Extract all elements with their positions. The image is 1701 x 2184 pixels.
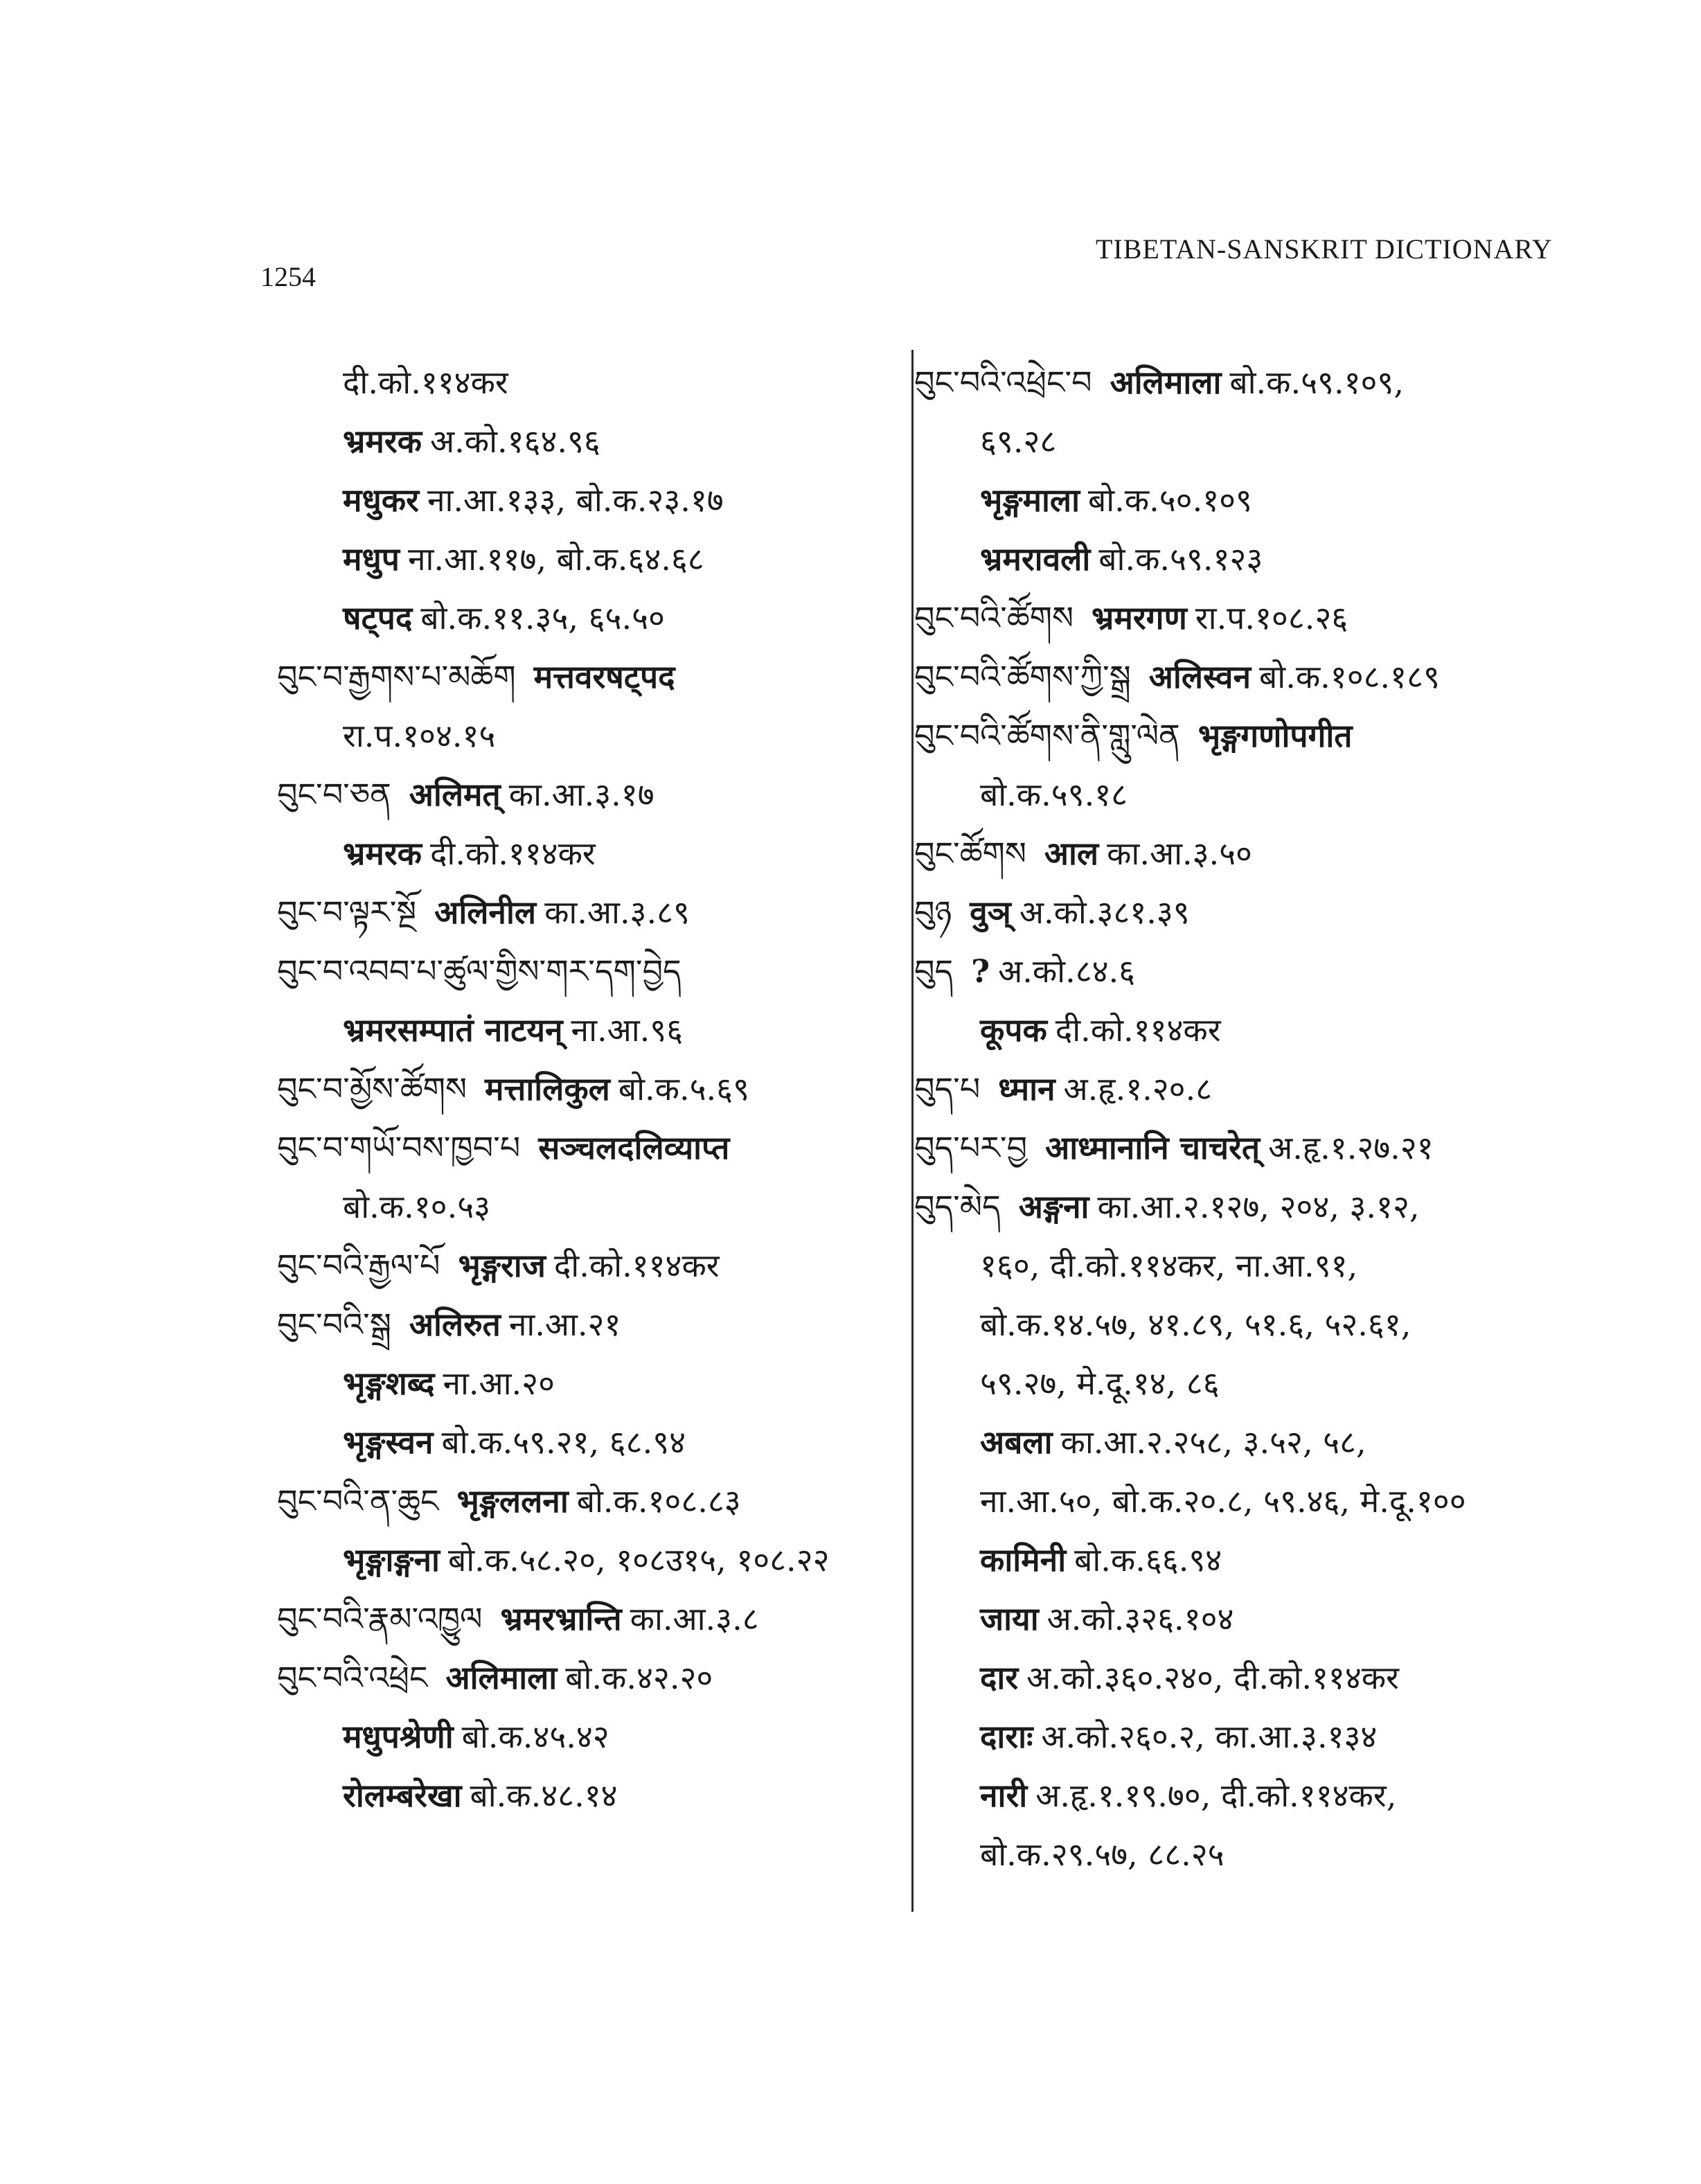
source-reference: अ.को.२६०.२, का.आ.३.१३४ — [1041, 1718, 1378, 1755]
source-reference: का.आ.३.५० — [1107, 835, 1252, 872]
source-reference: दी.को.११४कर — [1055, 1011, 1221, 1049]
sanskrit-equivalent: ? — [971, 952, 990, 990]
dictionary-line-sub — [914, 530, 1579, 589]
source-reference: अ.हृ.१.१९.७०, दी.को.११४कर, — [1035, 1777, 1397, 1814]
source-reference: अ.को.३२६.१०४ — [1047, 1600, 1234, 1637]
source-reference: बो.क.५८.२०, १०८उ१५, १०८.२२ — [447, 1541, 830, 1579]
dictionary-line-head — [914, 648, 1579, 707]
sanskrit-equivalent: जाया — [980, 1600, 1039, 1637]
sanskrit-equivalent: अलिमाला — [1110, 364, 1222, 401]
sanskrit-equivalent: अलिमत् — [409, 776, 501, 813]
sanskrit-equivalent: भ्रमरावली — [980, 540, 1091, 578]
dictionary-line-sub — [277, 824, 900, 883]
dictionary-line-continuation — [914, 1825, 1579, 1884]
sanskrit-equivalent: अबला — [980, 1423, 1053, 1461]
sanskrit-equivalent: भृङ्गशब्द — [343, 1365, 435, 1402]
dictionary-line-head — [914, 353, 1579, 412]
tibetan-headword: བུང་བའི་འཕྲེང་བ — [914, 364, 1092, 401]
dictionary-line-head — [277, 765, 900, 824]
tibetan-headword: བུང་བའི་རྒྱལ་པོ — [277, 1247, 440, 1284]
sanskrit-equivalent: भ्रमरक — [343, 423, 422, 460]
dictionary-line-sub — [277, 1766, 900, 1825]
dictionary-line-sub — [914, 471, 1579, 530]
dictionary-line-head — [914, 589, 1579, 648]
dictionary-line-head — [914, 942, 1579, 1001]
source-reference: बो.क.११.३५, ६५.५० — [420, 599, 665, 637]
source-reference: बो.क.१४.५७, ४१.८९, ५१.६, ५२.६१, — [980, 1306, 1411, 1343]
sanskrit-equivalent: आध्मानानि चाचरेत् — [1045, 1129, 1261, 1166]
source-reference: बो.क.५.६९ — [618, 1070, 749, 1108]
sanskrit-equivalent: भ्रमरगण — [1092, 599, 1187, 637]
source-reference: का.आ.३.८९ — [544, 894, 690, 931]
source-reference: ना.आ.२१ — [508, 1306, 621, 1343]
column-divider — [911, 350, 914, 1912]
dictionary-line-sub — [914, 1531, 1579, 1590]
tibetan-headword: བུང་བའི་ཚོགས — [914, 599, 1074, 637]
dictionary-line-head — [277, 1472, 900, 1531]
dictionary-line-head — [277, 883, 900, 942]
sanskrit-equivalent: अलिरुत — [409, 1306, 501, 1343]
source-reference: ना.आ.२० — [443, 1365, 555, 1402]
dictionary-line-continuation — [277, 353, 900, 412]
sanskrit-equivalent: मत्तवरषट्पद — [533, 658, 675, 695]
dictionary-line-sub — [914, 1413, 1579, 1472]
dictionary-line-sub — [914, 1649, 1579, 1707]
source-reference: बो.क.५९.२१, ६८.९४ — [441, 1423, 686, 1461]
dictionary-line-head — [914, 824, 1579, 883]
dictionary-line-head — [914, 1060, 1579, 1119]
source-reference: अ.हृ.१.२७.२१ — [1268, 1129, 1434, 1166]
dictionary-line-head — [277, 942, 900, 1001]
dictionary-line-head — [277, 1060, 900, 1119]
dictionary-line-continuation — [914, 1295, 1579, 1354]
source-reference: ६९.२८ — [980, 423, 1057, 460]
source-reference: ना.आ.१३३, बो.क.२३.१७ — [427, 481, 724, 519]
dictionary-line-continuation — [277, 1178, 900, 1236]
source-reference: बो.क.४८.१४ — [470, 1777, 618, 1814]
dictionary-line-sub — [277, 1001, 900, 1060]
sanskrit-equivalent: कामिनी — [980, 1541, 1067, 1579]
source-reference: ना.आ.११७, बो.क.६४.६८ — [407, 540, 704, 578]
source-reference: बो.क.४५.४२ — [461, 1718, 609, 1755]
tibetan-headword: བུཉ — [914, 894, 952, 931]
source-reference: का.आ.२.२५८, ३.५२, ५८, — [1060, 1423, 1366, 1461]
dictionary-line-head — [277, 648, 900, 707]
source-reference: ५९.२७, मे.दू.१४, ८६ — [980, 1365, 1220, 1402]
tibetan-headword: བུང་བ་ཅན — [277, 776, 391, 813]
sanskrit-equivalent: अलिमाला — [445, 1659, 558, 1696]
source-reference: रा.प.१०८.२६ — [1195, 599, 1348, 637]
tibetan-headword: བུང་བའི་ཚོགས་ཀྱི་སྒྲ — [914, 658, 1131, 695]
source-reference: अ.हृ.१.२०.८ — [1063, 1070, 1213, 1108]
tibetan-headword: བུང་བ་རྒྱགས་པ་མཆོག — [277, 658, 516, 695]
dictionary-line-continuation — [914, 412, 1579, 471]
source-reference: अ.को.३८१.३९ — [1019, 894, 1190, 931]
source-reference: का.आ.२.१२७, २०४, ३.१२, — [1097, 1188, 1420, 1225]
sanskrit-equivalent: भृङ्गराज — [458, 1247, 546, 1284]
source-reference: ना.आ.५०, बो.क.२०.८, ५९.४६, मे.दू.१०० — [980, 1482, 1466, 1520]
dictionary-line-sub — [277, 471, 900, 530]
source-reference: बो.क.५९.१२३ — [1098, 540, 1263, 578]
sanskrit-equivalent: भृङ्गस्वन — [343, 1423, 434, 1461]
tibetan-headword: བུང་བ་གཡོ་བས་ཁྱབ་པ — [277, 1129, 521, 1166]
source-reference: दी.को.११४कर — [430, 835, 596, 872]
sanskrit-equivalent: भृङ्गाङ्गना — [343, 1541, 440, 1579]
sanskrit-equivalent: अलिस्वन — [1148, 658, 1252, 695]
dictionary-line-sub — [277, 530, 900, 589]
tibetan-headword: བུང་བའི་རྣམ་འཁྱུལ — [277, 1600, 483, 1637]
tibetan-headword: བུང་བ་འབབ་པ་ཚུལ་གྱིས་གར་དག་བྱེད — [277, 952, 682, 990]
tibetan-headword: བུང་ཚོགས — [914, 835, 1026, 872]
source-reference: बो.क.१०.५३ — [343, 1188, 491, 1225]
sanskrit-equivalent: मत्तालिकुल — [485, 1070, 610, 1108]
dictionary-line-sub — [914, 1707, 1579, 1766]
tibetan-headword: བུད་པར་བྱ — [914, 1129, 1028, 1166]
dictionary-line-sub — [277, 412, 900, 471]
sanskrit-equivalent: सञ्चलदलिव्याप्त — [538, 1129, 730, 1166]
tibetan-headword: བུང་བ་ལྟར་སྔོ — [277, 894, 417, 931]
dictionary-line-sub — [914, 1766, 1579, 1825]
source-reference: बो.क.४२.२० — [565, 1659, 713, 1696]
sanskrit-equivalent: अङ्गना — [1018, 1188, 1089, 1225]
source-reference: ना.आ.९६ — [571, 1011, 684, 1049]
dictionary-line-head — [277, 1590, 900, 1649]
source-reference: बो.क.२९.५७, ८८.२५ — [980, 1836, 1224, 1873]
sanskrit-equivalent: भ्रमरभ्रान्ति — [500, 1600, 622, 1637]
dictionary-line-head — [914, 883, 1579, 942]
dictionary-line-head — [914, 707, 1579, 765]
source-reference: अ.को.३६०.२४०, दी.को.११४कर — [1026, 1659, 1399, 1696]
dictionary-line-sub — [277, 589, 900, 648]
left-column — [277, 353, 900, 1825]
sanskrit-equivalent: अलिनील — [434, 894, 537, 931]
tibetan-headword: བུང་བའི་ན་ཆུང — [277, 1482, 439, 1520]
sanskrit-equivalent: भृङ्गमाला — [980, 481, 1080, 519]
sanskrit-equivalent: कूपक — [980, 1011, 1047, 1049]
sanskrit-equivalent: मधुपश्रेणी — [343, 1718, 454, 1755]
dictionary-line-head — [277, 1236, 900, 1295]
sanskrit-equivalent: वुञ् — [970, 894, 1011, 931]
sanskrit-equivalent: दाराः — [980, 1718, 1033, 1755]
dictionary-line-sub — [914, 1590, 1579, 1649]
source-reference: अ.को.१६४.९६ — [430, 423, 600, 460]
source-reference: १६०, दी.को.११४कर, ना.आ.९१, — [980, 1247, 1358, 1284]
dictionary-line-sub — [277, 1531, 900, 1590]
tibetan-headword: བུད་པ — [914, 1070, 981, 1108]
tibetan-headword: བུང་བའི་སྒྲ — [277, 1306, 391, 1343]
source-reference: रा.प.१०४.१५ — [343, 717, 496, 754]
sanskrit-equivalent: दार — [980, 1659, 1019, 1696]
dictionary-line-sub — [914, 1001, 1579, 1060]
right-column — [914, 353, 1579, 1884]
sanskrit-equivalent: आल — [1044, 835, 1099, 872]
sanskrit-equivalent: भृङ्गगणोपगीत — [1197, 717, 1353, 754]
dictionary-line-head — [277, 1649, 900, 1707]
tibetan-headword: བུད་མེད — [914, 1188, 1001, 1225]
source-reference: बो.क.५९.१८ — [980, 776, 1128, 813]
source-reference: बो.क.५०.१०९ — [1087, 481, 1252, 519]
source-reference: का.आ.३.८ — [630, 1600, 759, 1637]
source-reference: बो.क.६६.९४ — [1074, 1541, 1222, 1579]
dictionary-line-sub — [277, 1413, 900, 1472]
tibetan-headword: བུང་བའི་ཚོགས་ནི་གླུ་ལེན — [914, 717, 1180, 754]
sanskrit-equivalent: भृङ्गललना — [456, 1482, 569, 1520]
sanskrit-equivalent: भ्रमरक — [343, 835, 422, 872]
sanskrit-equivalent: मधुकर — [343, 481, 419, 519]
source-reference: का.आ.३.१७ — [508, 776, 654, 813]
dictionary-line-sub — [277, 1707, 900, 1766]
source-reference: बो.क.१०८.१८९ — [1259, 658, 1440, 695]
source-reference: बो.क.५९.१०९, — [1229, 364, 1404, 401]
source-reference: दी.को.११४कर — [553, 1247, 720, 1284]
dictionary-line-continuation — [277, 707, 900, 765]
dictionary-line-head — [277, 1119, 900, 1178]
tibetan-headword: བུང་བ་མྱོས་ཚོགས — [277, 1070, 467, 1108]
tibetan-headword: བུད — [914, 952, 954, 990]
source-reference: बो.क.१०८.८३ — [576, 1482, 741, 1520]
sanskrit-equivalent: भ्रमरसम्पातं नाटयन् — [343, 1011, 563, 1049]
dictionary-line-continuation — [914, 1236, 1579, 1295]
source-reference: अ.को.८४.६ — [998, 952, 1136, 990]
running-title: TIBETAN-SANSKRIT DICTIONARY — [1096, 233, 1553, 265]
sanskrit-equivalent: नारी — [980, 1777, 1028, 1814]
sanskrit-equivalent: मधुप — [343, 540, 400, 578]
dictionary-line-head — [277, 1295, 900, 1354]
dictionary-line-head — [914, 1178, 1579, 1236]
source-reference: दी.को.११४कर — [343, 364, 508, 401]
dictionary-line-continuation — [914, 1354, 1579, 1413]
sanskrit-equivalent: ध्मान — [998, 1070, 1056, 1108]
page-number: 1254 — [260, 261, 316, 292]
sanskrit-equivalent: रोलम्बरेखा — [343, 1777, 462, 1814]
tibetan-headword: བུང་བའི་འཕྲེང — [277, 1659, 428, 1696]
dictionary-line-sub — [277, 1354, 900, 1413]
dictionary-line-continuation — [914, 1472, 1579, 1531]
sanskrit-equivalent: षट्पद — [343, 599, 413, 637]
dictionary-line-continuation — [914, 765, 1579, 824]
dictionary-line-head — [914, 1119, 1579, 1178]
